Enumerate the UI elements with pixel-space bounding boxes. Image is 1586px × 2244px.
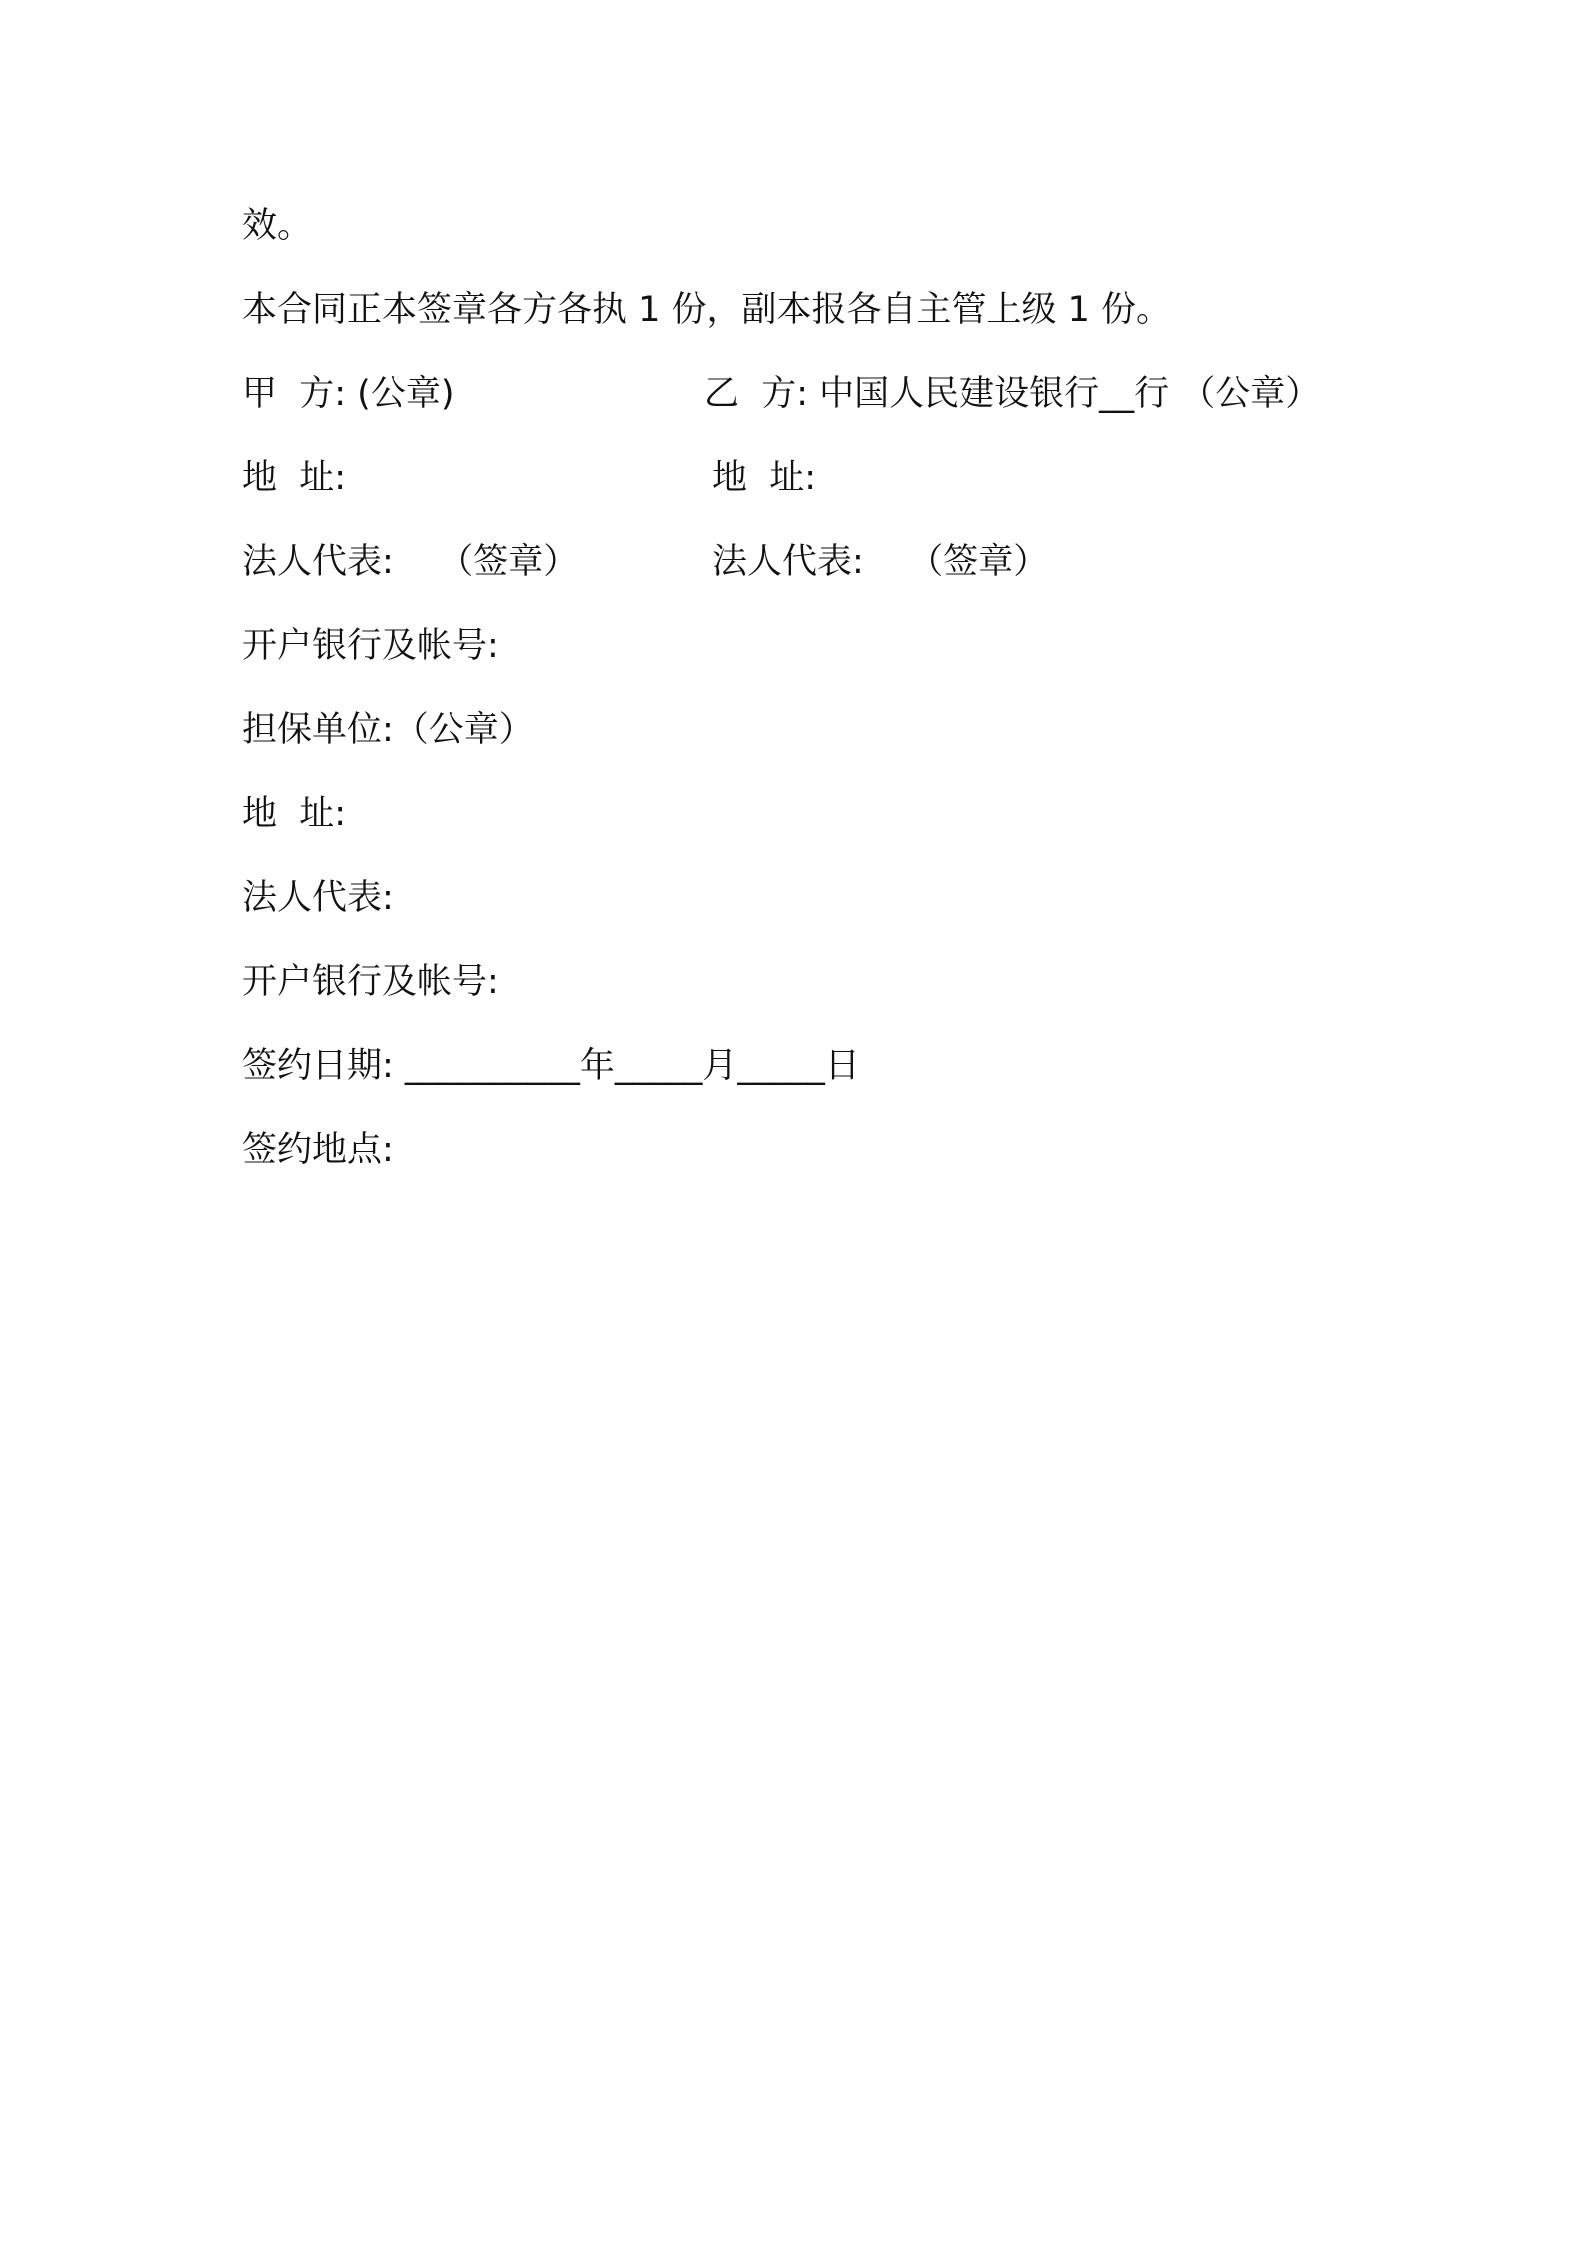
party-b-legal-rep-label: 法人代表: （签章） xyxy=(712,542,1049,582)
copies-clause: 本合同正本签章各方各执 1 份，副本报各自主管上级 1 份。 xyxy=(242,290,1172,330)
party-a-bank-account-label: 开户银行及帐号: xyxy=(242,626,499,666)
guarantor-bank-account-label: 开户银行及帐号: xyxy=(242,962,499,1002)
guarantor-label: 担保单位:（公章） xyxy=(242,710,534,750)
guarantor-address-label: 地 址: xyxy=(242,794,347,834)
party-a-address-label: 地 址: xyxy=(242,458,347,498)
signing-date-line: 签约日期: __________年_____月_____日 xyxy=(242,1046,860,1086)
party-b-address-label: 地 址: xyxy=(712,458,817,498)
party-b-label: 乙 方: 中国人民建设银行__行 （公章） xyxy=(704,374,1321,414)
signing-place-label: 签约地点: xyxy=(242,1130,394,1170)
effective-tail-text: 效。 xyxy=(242,206,313,246)
party-a-label: 甲 方: (公章) xyxy=(242,374,455,414)
guarantor-legal-rep-label: 法人代表: xyxy=(242,878,394,918)
party-a-legal-rep-label: 法人代表: （签章） xyxy=(242,542,579,582)
